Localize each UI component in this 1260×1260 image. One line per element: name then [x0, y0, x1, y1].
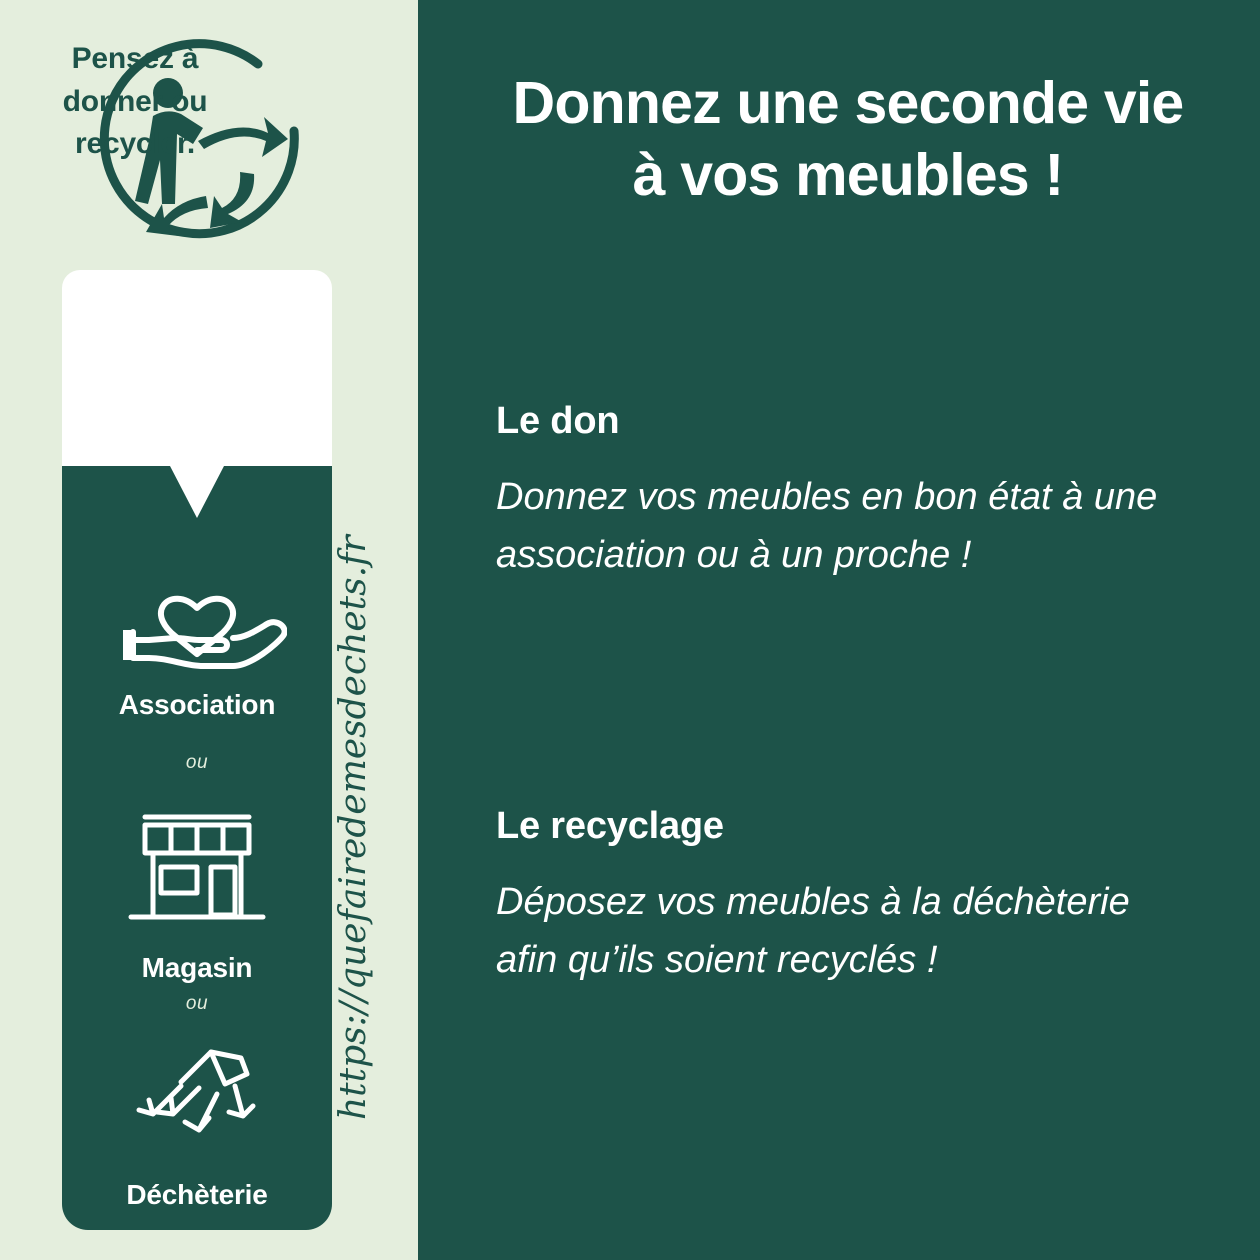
section-le-recyclage — [496, 805, 1196, 990]
step-magasin — [62, 805, 332, 984]
callout-line-1: Pensez à — [71, 42, 199, 75]
page-title — [496, 68, 1200, 212]
separator-ou-1: ou — [185, 752, 209, 773]
callout-line-2: donner ou — [62, 84, 208, 118]
section-le-recyclage-body: Déposez vos meubles à la déchèterie afin qu’ils soient recyclés ! — [496, 881, 1130, 981]
waste-sorting-arrows-icon — [62, 1042, 332, 1167]
callout-text — [0, 38, 270, 166]
step-dechèterie — [62, 1042, 332, 1211]
headline-line-1: Donnez une seconde vie — [512, 70, 1184, 136]
section-le-recyclage-title: Le recyclage — [496, 805, 724, 847]
step-association-label: Association — [118, 689, 276, 720]
section-le-don-body: Donnez vos meubles en bon état à une association ou à un proche ! — [496, 476, 1158, 576]
right-panel — [418, 0, 1260, 1260]
callout-line-3: recycler. — [75, 127, 195, 161]
section-le-don — [496, 400, 1196, 585]
step-magasin-label: Magasin — [141, 952, 253, 983]
website-url[interactable]: https://quefairedemesdechets.fr — [333, 535, 374, 1120]
step-association — [62, 552, 332, 721]
hand-heart-icon — [62, 552, 332, 677]
step-dechèterie-label: Déchèterie — [126, 1179, 268, 1210]
shop-front-icon — [62, 805, 332, 940]
headline-line-2: à vos meubles ! — [632, 141, 1064, 208]
separator-ou-2: ou — [185, 993, 209, 1014]
left-panel — [0, 0, 418, 1260]
section-le-don-title: Le don — [496, 400, 620, 442]
